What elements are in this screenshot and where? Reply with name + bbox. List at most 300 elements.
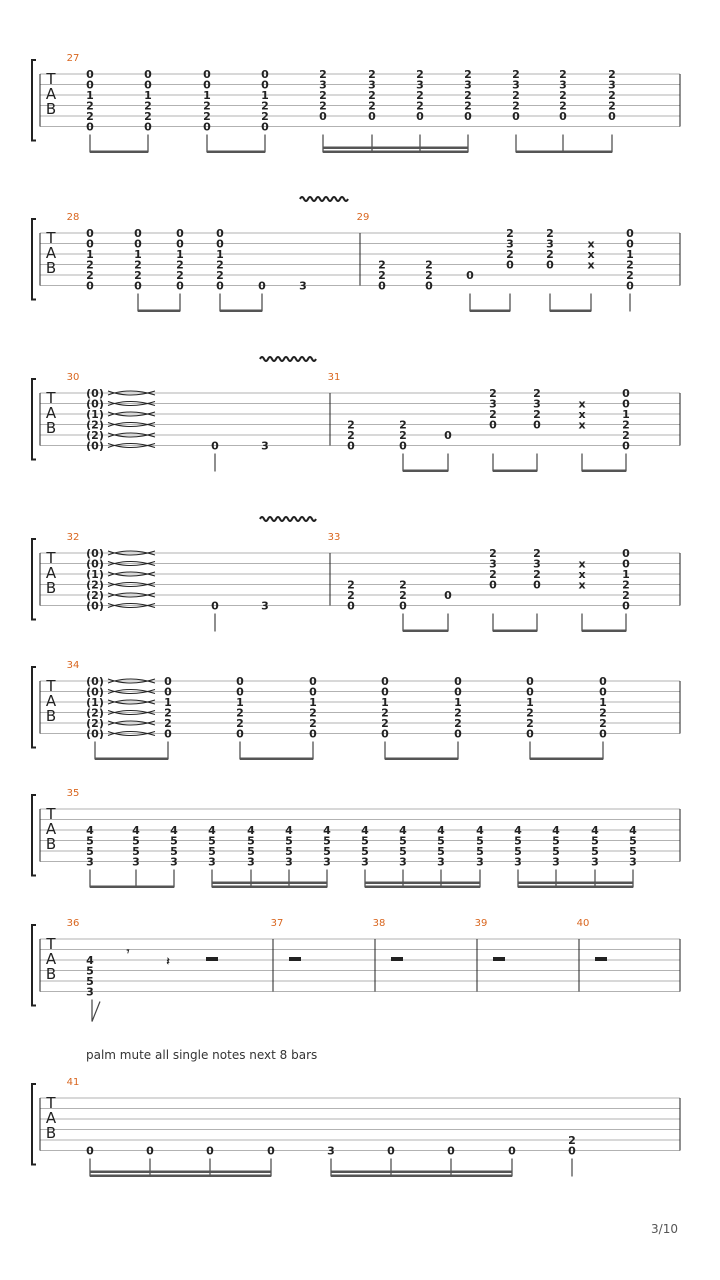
fret-number: 2 [347, 578, 355, 592]
tab-clef-letter: T [46, 805, 56, 823]
fret-number: 5 [132, 834, 140, 848]
note-beam [90, 151, 148, 154]
fret-number: 2 [464, 68, 472, 81]
page-number: 3/10 [651, 1222, 678, 1236]
fret-number: 5 [170, 834, 178, 848]
fret-number: 3 [489, 397, 497, 411]
fret-number: 4 [323, 824, 331, 837]
fret-number: 3 [416, 78, 424, 92]
fret-number: 2 [86, 99, 94, 113]
fret-number: 2 [319, 89, 327, 102]
fret-number: 2 [622, 418, 630, 432]
fret-number: 3 [361, 855, 369, 869]
tab-clef-letter: T [46, 229, 56, 247]
measure-number: 37 [270, 918, 284, 929]
tab-clef-letter: B [45, 965, 57, 983]
fret-number: 0 [387, 1144, 395, 1158]
fret-number: 2 [425, 269, 433, 282]
system-bracket [32, 539, 36, 620]
measure-number: 30 [66, 372, 80, 383]
fret-number: 4 [132, 824, 140, 837]
fret-number: 2 [378, 269, 386, 282]
fret-number: 0 [416, 110, 424, 123]
fret-number: 3 [559, 78, 567, 92]
fret-number: 0 [622, 547, 630, 560]
fret-number: 3 [591, 855, 599, 869]
note-beam [323, 147, 468, 150]
fret-number: 3 [86, 985, 94, 999]
fret-number: 2 [416, 99, 424, 113]
fret-number: 2 [626, 269, 634, 282]
fret-number: 4 [476, 824, 484, 837]
fret-number: 0 [599, 675, 607, 688]
note-beam [207, 151, 265, 154]
fret-number: 4 [552, 824, 560, 837]
fret-number: 1 [261, 89, 269, 102]
fret-number: 0 [444, 429, 452, 442]
fret-number: 2 [568, 1134, 576, 1147]
fret-number: 0 [381, 685, 389, 699]
fret-number: 5 [86, 975, 94, 988]
fret-number: 0 [399, 439, 407, 453]
tab-clef-letter: T [46, 677, 56, 695]
fret-number: 3 [629, 855, 637, 869]
fret-number: x [587, 237, 595, 251]
half-rest [595, 957, 607, 961]
fret-number: 2 [546, 227, 554, 240]
fret-number: 2 [425, 258, 433, 272]
note-beam [212, 886, 327, 889]
fret-number: 0 [381, 675, 389, 688]
note-beam [516, 151, 612, 154]
system-bracket [32, 219, 36, 300]
fret-number: 0 [86, 1144, 94, 1158]
note-beam [220, 310, 262, 313]
fret-number: 2 [506, 248, 514, 261]
fret-number: 0 [236, 675, 244, 688]
fret-number: 2 [533, 387, 541, 400]
note-beam [331, 1171, 512, 1174]
fret-number: 2 [454, 717, 462, 730]
tab-clef-letter: B [45, 835, 57, 853]
fret-number: 5 [591, 845, 599, 858]
tab-clef-letter: B [45, 1124, 57, 1142]
fret-number: 0 [309, 685, 317, 699]
measure-number: 40 [576, 918, 590, 929]
fret-number: 3 [319, 78, 327, 92]
measure-number: 35 [66, 788, 80, 799]
strum-stem [92, 1000, 100, 1022]
fret-number: 5 [476, 845, 484, 858]
fret-number: 2 [176, 269, 184, 282]
tab-clef-letter: B [45, 707, 57, 725]
fret-number: 2 [236, 706, 244, 720]
note-beam [331, 1175, 512, 1178]
fret-number: 5 [247, 834, 255, 848]
note-beam [365, 882, 480, 885]
fret-number: 0 [546, 258, 554, 272]
fret-number: 2 [399, 429, 407, 442]
fret-number: 0 [489, 578, 497, 592]
fret-number: 2 [533, 408, 541, 421]
fret-number: (2) [86, 589, 104, 602]
fret-number: 1 [626, 248, 634, 261]
fret-number: 1 [236, 696, 244, 709]
fret-number: 2 [599, 717, 607, 730]
fret-number: 5 [132, 845, 140, 858]
fret-number: 2 [144, 99, 152, 113]
fret-number: 0 [454, 727, 462, 741]
fret-number: 5 [285, 845, 293, 858]
note-beam [403, 470, 448, 473]
fret-number: 3 [533, 397, 541, 411]
fret-number: 3 [512, 78, 520, 92]
fret-number: 0 [261, 120, 269, 134]
fret-number: 0 [425, 279, 433, 293]
fret-number: 2 [381, 706, 389, 720]
fret-number: 0 [599, 685, 607, 699]
fret-number: (0) [86, 685, 104, 699]
fret-number: 2 [559, 89, 567, 102]
fret-number: 0 [86, 279, 94, 293]
fret-number: 2 [454, 706, 462, 720]
tab-clef-letter: B [45, 100, 57, 118]
fret-number: 5 [170, 845, 178, 858]
fret-number: 0 [626, 237, 634, 251]
fret-number: x [578, 557, 586, 571]
tab-clef-letter: B [45, 579, 57, 597]
half-rest [289, 957, 301, 961]
fret-number: 0 [236, 727, 244, 741]
fret-number: 2 [368, 99, 376, 113]
fret-number: 0 [622, 599, 630, 613]
fret-number: 2 [203, 110, 211, 123]
fret-number: 2 [599, 706, 607, 720]
fret-number: 0 [399, 599, 407, 613]
fret-number: 3 [261, 439, 269, 453]
fret-number: 2 [533, 547, 541, 560]
fret-number: 3 [247, 855, 255, 869]
fret-number: 0 [512, 110, 520, 123]
fret-number: 3 [533, 557, 541, 571]
fret-number: 2 [261, 110, 269, 123]
fret-number: (2) [86, 578, 104, 592]
fret-number: 1 [622, 408, 630, 421]
fret-number: 5 [514, 834, 522, 848]
fret-number: 2 [86, 258, 94, 272]
fret-number: 4 [514, 824, 522, 837]
note-beam [582, 630, 626, 633]
fret-number: 2 [608, 89, 616, 102]
fret-number: 0 [444, 589, 452, 602]
fret-number: x [578, 568, 586, 581]
vibrato-mark [260, 357, 316, 361]
fret-number: 5 [629, 834, 637, 848]
note-beam [530, 758, 603, 761]
measure-number: 27 [66, 53, 80, 64]
fret-number: 0 [86, 78, 94, 92]
fret-number: 0 [134, 237, 142, 251]
system-bracket [32, 60, 36, 141]
tab-clef-letter: T [46, 389, 56, 407]
fret-number: 4 [285, 824, 293, 837]
tab-clef-letter: A [45, 564, 57, 582]
note-beam [95, 758, 168, 761]
fret-number: 2 [216, 269, 224, 282]
fret-number: 0 [216, 237, 224, 251]
fret-number: 3 [261, 599, 269, 613]
system-bracket [32, 925, 36, 1006]
fret-number: 5 [285, 834, 293, 848]
fret-number: 0 [164, 727, 172, 741]
fret-number: 2 [464, 99, 472, 113]
fret-number: 0 [203, 120, 211, 134]
fret-number: 2 [626, 258, 634, 272]
fret-number: 4 [399, 824, 407, 837]
fret-number: 0 [526, 727, 534, 741]
note-beam [470, 310, 510, 313]
fret-number: 2 [381, 717, 389, 730]
note-beam [240, 758, 313, 761]
fret-number: x [578, 418, 586, 432]
fret-number: 0 [261, 68, 269, 81]
fret-number: 2 [261, 99, 269, 113]
fret-number: 1 [454, 696, 462, 709]
tab-clef-letter: A [45, 244, 57, 262]
fret-number: 1 [164, 696, 172, 709]
fret-number: 0 [454, 675, 462, 688]
fret-number: 2 [134, 269, 142, 282]
fret-number: 2 [622, 578, 630, 592]
fret-number: (1) [86, 408, 104, 421]
fret-number: (2) [86, 429, 104, 442]
measure-number: 36 [66, 918, 80, 929]
note-beam [90, 886, 174, 889]
fret-number: 0 [267, 1144, 275, 1158]
fret-number: 0 [526, 675, 534, 688]
fret-number: 5 [437, 845, 445, 858]
fret-number: 3 [552, 855, 560, 869]
fret-number: 2 [526, 706, 534, 720]
fret-number: 2 [622, 589, 630, 602]
fret-number: 3 [86, 855, 94, 869]
fret-number: 5 [208, 845, 216, 858]
fret-number: 0 [533, 418, 541, 432]
fret-number: 3 [437, 855, 445, 869]
fret-number: 2 [347, 589, 355, 602]
fret-number: 5 [323, 845, 331, 858]
fret-number: (2) [86, 717, 104, 730]
fret-number: 2 [378, 258, 386, 272]
fret-number: 0 [176, 279, 184, 293]
note-beam [323, 151, 468, 154]
fret-number: 4 [361, 824, 369, 837]
fret-number: 5 [476, 834, 484, 848]
fret-number: 1 [86, 89, 94, 102]
fret-number: x [578, 397, 586, 411]
fret-number: 0 [489, 418, 497, 432]
fret-number: 4 [591, 824, 599, 837]
fret-number: 2 [216, 258, 224, 272]
fret-number: 5 [399, 834, 407, 848]
fret-number: 5 [361, 845, 369, 858]
fret-number: 0 [559, 110, 567, 123]
fret-number: 5 [552, 834, 560, 848]
fret-number: 0 [526, 685, 534, 699]
tab-clef-letter: A [45, 692, 57, 710]
fret-number: x [578, 408, 586, 421]
note-beam [518, 886, 633, 889]
fret-number: 2 [546, 248, 554, 261]
measure-number: 41 [66, 1077, 80, 1088]
fret-number: 2 [164, 706, 172, 720]
note-beam [582, 470, 626, 473]
note-beam [385, 758, 458, 761]
fret-number: 5 [86, 834, 94, 848]
fret-number: 0 [86, 120, 94, 134]
fret-number: 2 [489, 408, 497, 421]
measure-number: 28 [66, 212, 80, 223]
fret-number: 2 [134, 258, 142, 272]
fret-number: 1 [599, 696, 607, 709]
fret-number: 2 [512, 89, 520, 102]
fret-number: 1 [381, 696, 389, 709]
fret-number: 0 [381, 727, 389, 741]
fret-number: 2 [347, 429, 355, 442]
tab-clef-letter: T [46, 70, 56, 88]
measure-number: 39 [474, 918, 488, 929]
fret-number: x [587, 258, 595, 272]
fret-number: 0 [146, 1144, 154, 1158]
tab-clef-letter: T [46, 935, 56, 953]
measure-number: 31 [327, 372, 341, 383]
fret-number: 0 [164, 685, 172, 699]
fret-number: 2 [319, 68, 327, 81]
fret-number: 3 [285, 855, 293, 869]
fret-number: 0 [447, 1144, 455, 1158]
fret-number: (1) [86, 696, 104, 709]
fret-number: 3 [368, 78, 376, 92]
fret-number: 5 [86, 845, 94, 858]
fret-number: 5 [552, 845, 560, 858]
fret-number: 5 [591, 834, 599, 848]
fret-number: 2 [399, 418, 407, 432]
fret-number: 1 [144, 89, 152, 102]
half-rest [493, 957, 505, 961]
fret-number: 3 [464, 78, 472, 92]
fret-number: 5 [514, 845, 522, 858]
fret-number: 0 [261, 78, 269, 92]
fret-number: 5 [629, 845, 637, 858]
half-rest [391, 957, 403, 961]
fret-number: 0 [216, 279, 224, 293]
fret-number: 0 [86, 68, 94, 81]
fret-number: 1 [86, 248, 94, 261]
fret-number: 0 [608, 110, 616, 123]
fret-number: 0 [309, 675, 317, 688]
fret-number: 3 [299, 279, 307, 293]
fret-number: 0 [568, 1144, 576, 1158]
fret-number: 0 [319, 110, 327, 123]
fret-number: 1 [309, 696, 317, 709]
fret-number: 0 [626, 227, 634, 240]
fret-number: 3 [546, 237, 554, 251]
fret-number: 3 [476, 855, 484, 869]
fret-number: 4 [208, 824, 216, 837]
fret-number: 2 [164, 717, 172, 730]
fret-number: 2 [309, 717, 317, 730]
fret-number: 0 [144, 68, 152, 81]
tab-clef-letter: A [45, 950, 57, 968]
fret-number: 0 [506, 258, 514, 272]
fret-number: 4 [86, 824, 94, 837]
note-beam [493, 630, 537, 633]
fret-number: 0 [464, 110, 472, 123]
fret-number: x [578, 578, 586, 592]
fret-number: 2 [86, 269, 94, 282]
fret-number: (0) [86, 397, 104, 411]
fret-number: 5 [437, 834, 445, 848]
tab-clef-letter: A [45, 404, 57, 422]
fret-number: 3 [132, 855, 140, 869]
half-rest [206, 957, 218, 961]
note-beam [138, 310, 180, 313]
fret-number: 2 [368, 68, 376, 81]
fret-number: 5 [208, 834, 216, 848]
fret-number: 1 [176, 248, 184, 261]
fret-number: 0 [378, 279, 386, 293]
fret-number: 1 [216, 248, 224, 261]
fret-number: 2 [608, 99, 616, 113]
fret-number: 2 [86, 110, 94, 123]
fret-number: 5 [361, 834, 369, 848]
vibrato-mark [300, 197, 348, 201]
tab-clef-letter: A [45, 1109, 57, 1127]
fret-number: 3 [327, 1144, 335, 1158]
eighth-rest: 𝄾 [126, 945, 130, 958]
tab-clef-letter: T [46, 1094, 56, 1112]
fret-number: (2) [86, 706, 104, 720]
fret-number: 3 [514, 855, 522, 869]
fret-number: 0 [203, 68, 211, 81]
fret-number: 0 [533, 578, 541, 592]
fret-number: 0 [466, 269, 474, 282]
fret-number: 0 [347, 599, 355, 613]
tab-clef-letter: A [45, 85, 57, 103]
fret-number: 1 [134, 248, 142, 261]
fret-number: 2 [309, 706, 317, 720]
note-beam [212, 882, 327, 885]
fret-number: 0 [134, 227, 142, 240]
fret-number: 3 [506, 237, 514, 251]
fret-number: 2 [526, 717, 534, 730]
fret-number: 3 [399, 855, 407, 869]
fret-number: 2 [512, 99, 520, 113]
measure-number: 34 [66, 660, 80, 671]
note-beam [365, 886, 480, 889]
fret-number: (2) [86, 418, 104, 432]
tab-clef-letter: T [46, 549, 56, 567]
fret-number: 0 [622, 397, 630, 411]
fret-number: 0 [236, 685, 244, 699]
fret-number: 2 [176, 258, 184, 272]
fret-number: (0) [86, 727, 104, 741]
note-beam [90, 1171, 271, 1174]
fret-number: 1 [622, 568, 630, 581]
fret-number: 0 [599, 727, 607, 741]
fret-number: 3 [323, 855, 331, 869]
system-bracket [32, 379, 36, 460]
